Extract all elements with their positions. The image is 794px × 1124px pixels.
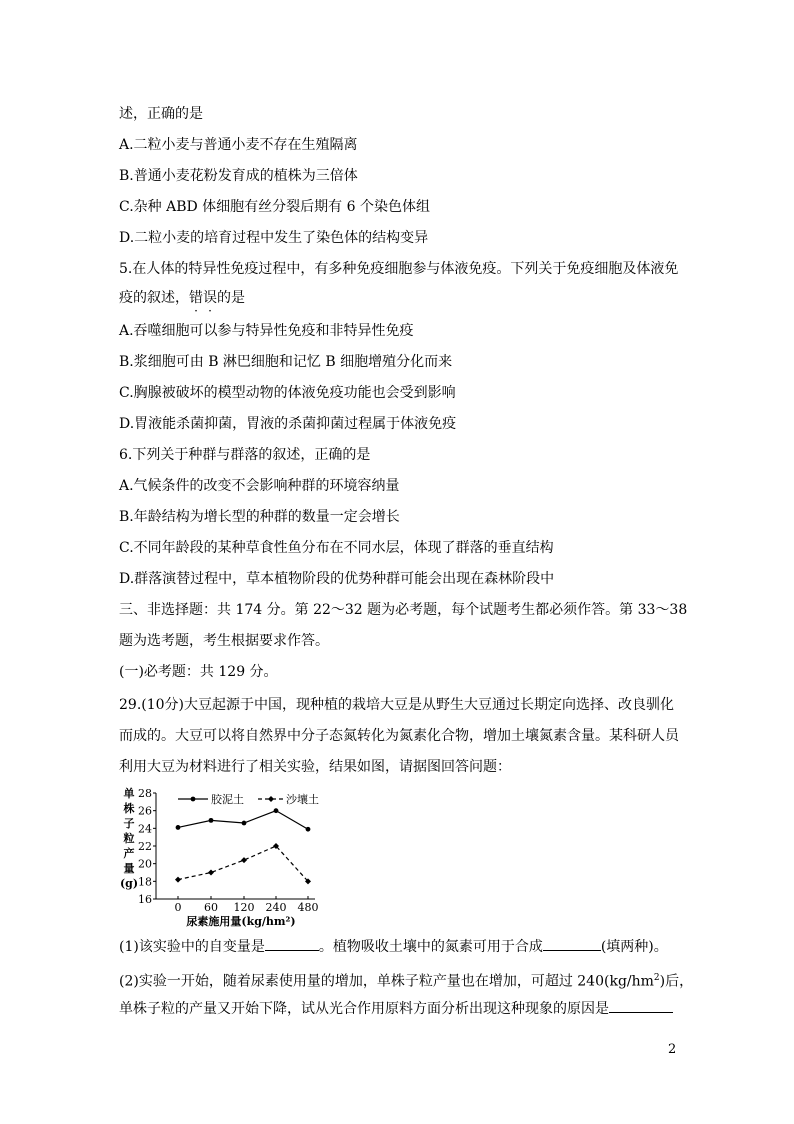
y-axis-label-char: 单 bbox=[123, 787, 135, 800]
y-axis-label-char: (g) bbox=[119, 877, 139, 890]
section3-line1: 三、非选择题：共 174 分。第 22～32 题为必考题，每个试题考生都必须作答。第 33～38 bbox=[119, 602, 688, 618]
q29-line1: 29.(10分)大豆起源于中国，现种植的栽培大豆是从野生大豆通过长期定向选择、改良驯化 bbox=[119, 697, 675, 713]
section3-line2: 题为选考题，考生根据要求作答。 bbox=[119, 633, 329, 649]
legend-label-1: 胶泥土 bbox=[211, 793, 244, 806]
y-tick-label: 18 bbox=[138, 875, 152, 889]
q5-option-a: A.吞噬细胞可以参与特异性免疫和非特异性免疫 bbox=[119, 323, 414, 339]
q5-option-b: B.浆细胞可由 B 淋巴细胞和记忆 B 细胞增殖分化而来 bbox=[119, 354, 453, 370]
q4-option-d: D.二粒小麦的培育过程中发生了染色体的结构变异 bbox=[119, 230, 429, 246]
y-axis-label-char: 子 bbox=[123, 817, 135, 830]
q6-option-b: B.年龄结构为增长型的种群的数量一定会增长 bbox=[119, 509, 400, 525]
legend-marker-2 bbox=[268, 796, 274, 802]
q5-stem-line2: 疫的叙述，错误的是 bbox=[119, 290, 245, 306]
x-tick-label: 480 bbox=[297, 901, 319, 914]
q4-stem-tail: 述，正确的是 bbox=[119, 106, 203, 122]
series-line-1 bbox=[178, 811, 308, 830]
y-axis-label-char: 产 bbox=[123, 847, 135, 860]
data-point-沙壤土 bbox=[175, 877, 181, 883]
q29-line2: 而成的。大豆可以将自然界中分子态氮转化为氮素化合物，增加土壤氮素含量。某科研人员 bbox=[119, 728, 679, 744]
data-point-胶泥土 bbox=[242, 821, 247, 826]
data-point-胶泥土 bbox=[209, 818, 214, 823]
y-tick-label: 16 bbox=[138, 893, 152, 906]
y-tick-label: 22 bbox=[138, 840, 152, 853]
answer-blank-3[interactable] bbox=[609, 1012, 673, 1013]
q6-option-a: A.气候条件的改变不会影响种群的环境容纳量 bbox=[119, 478, 400, 494]
q4-option-c: C.杂种 ABD 体细胞有丝分裂后期有 6 个染色体组 bbox=[119, 199, 430, 215]
x-tick-label: 0 bbox=[174, 901, 182, 914]
legend-label-2: 沙壤土 bbox=[286, 793, 319, 806]
y-tick-label: 26 bbox=[138, 804, 152, 818]
q29-subquestion-2-line2: 单株子粒的产量又开始下降，试从光合作用原料方面分析出现这种现象的原因是 bbox=[119, 999, 673, 1019]
x-axis-label: 尿素施用量(kg/hm²) bbox=[186, 915, 296, 928]
emphasis-char-1: 错 bbox=[189, 290, 203, 306]
x-tick-label: 120 bbox=[233, 901, 255, 914]
emphasis-char-2: 误 bbox=[203, 290, 217, 306]
q4-option-b: B.普通小麦花粉发育成的植株为三倍体 bbox=[119, 168, 358, 184]
y-axis-label-char: 量 bbox=[123, 862, 135, 875]
y-axis-label-char: 株 bbox=[123, 802, 135, 815]
y-tick-label: 24 bbox=[138, 822, 152, 836]
q6-option-c: C.不同年龄段的某种草食性鱼分布在不同水层，体现了群落的垂直结构 bbox=[119, 540, 554, 556]
q5-stem-line1: 5.在人体的特异性免疫过程中，有多种免疫细胞参与体液免疫。下列关于免疫细胞及体液免 bbox=[119, 261, 679, 277]
data-point-胶泥土 bbox=[274, 808, 279, 813]
x-tick-label: 60 bbox=[204, 901, 218, 914]
legend-marker-1 bbox=[191, 797, 196, 802]
answer-blank-2[interactable] bbox=[543, 950, 601, 951]
data-point-胶泥土 bbox=[306, 827, 311, 832]
yield-line-chart bbox=[116, 785, 319, 928]
q29-subquestion-1: (1)该实验中的自变量是 。植物吸收土壤中的氮素可用于合成 (填两种)。 bbox=[119, 939, 668, 955]
q6-stem: 6.下列关于种群与群落的叙述，正确的是 bbox=[119, 447, 371, 463]
q29-line3: 利用大豆为材料进行了相关实验，结果如图，请据图回答问题： bbox=[119, 759, 511, 775]
data-point-沙壤土 bbox=[208, 870, 214, 876]
q5-option-d: D.胃液能杀菌抑菌，胃液的杀菌抑菌过程属于体液免疫 bbox=[119, 416, 457, 432]
y-axis-label-char: 粒 bbox=[123, 832, 135, 845]
x-tick-label: 240 bbox=[265, 901, 287, 914]
q4-option-a: A.二粒小麦与普通小麦不存在生殖隔离 bbox=[119, 137, 358, 153]
data-point-胶泥土 bbox=[176, 825, 181, 830]
q5-option-c: C.胸腺被破坏的模型动物的体液免疫功能也会受到影响 bbox=[119, 385, 456, 401]
q6-option-d: D.群落演替过程中，草本植物阶段的优势种群可能会出现在森林阶段中 bbox=[119, 571, 555, 587]
data-point-沙壤土 bbox=[241, 857, 247, 863]
page-number: 2 bbox=[668, 1042, 677, 1057]
q29-subquestion-2-line1: (2)实验一开始，随着尿素使用量的增加，单株子粒产量也在增加，可超过 $240(kg/hm^2)$后， bbox=[119, 973, 694, 990]
section3-subheading: (一)必考题：共 129 分。 bbox=[119, 664, 278, 680]
answer-blank-1[interactable] bbox=[265, 950, 319, 951]
series-line-2 bbox=[178, 846, 308, 881]
y-tick-label: 20 bbox=[138, 857, 152, 871]
y-tick-label: 28 bbox=[138, 787, 152, 800]
